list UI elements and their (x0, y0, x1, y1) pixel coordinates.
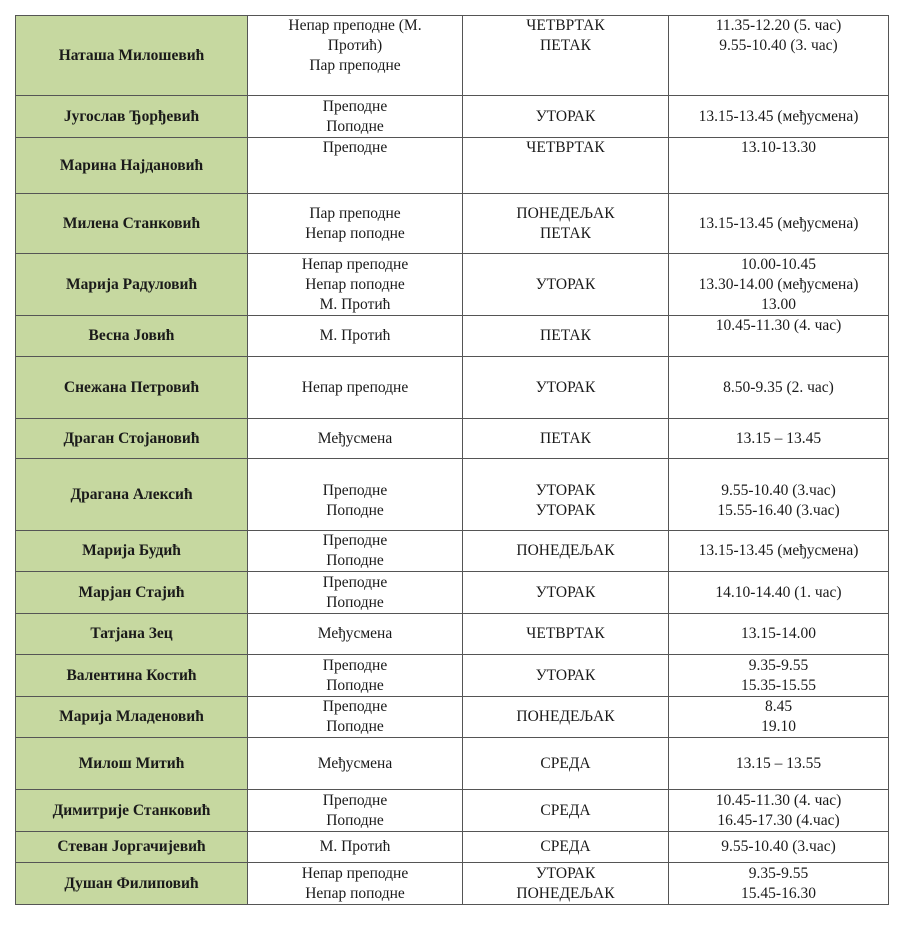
day-cell (463, 254, 669, 316)
teacher-name: Милена Станковић (16, 194, 248, 254)
day-line: УТОРАК (535, 501, 596, 519)
shift-line: Преподне (322, 791, 388, 809)
teacher-name: Драгана Алексић (16, 459, 248, 531)
shift-line: М. Протић (319, 327, 391, 344)
shift-cell (248, 863, 463, 905)
day-line: УТОРАК (535, 481, 596, 499)
table-row (16, 863, 889, 905)
time-line: 9.55-10.40 (3.час) (721, 838, 836, 855)
day-line: ПЕТАК (540, 429, 591, 447)
time-cell (669, 316, 889, 357)
shift-line: Непар преподне (301, 255, 409, 273)
shift-line: Поподне (326, 552, 384, 569)
day-line: ПЕТАК (540, 37, 591, 54)
teacher-name: Југослав Ђорђевић (16, 96, 248, 138)
time-line: 9.55-10.40 (3.час) (721, 481, 836, 499)
time-line: 13.30-14.00 (међусмена) (698, 275, 859, 293)
day-line: ПОНЕДЕЉАК (516, 542, 615, 559)
time-cell (669, 863, 889, 905)
day-cell (463, 194, 669, 254)
shift-line: Непар преподне (М. (288, 17, 422, 34)
shift-cell (248, 738, 463, 790)
time-cell (669, 655, 889, 697)
time-line: 13.15-14.00 (741, 625, 816, 642)
day-cell (463, 863, 669, 905)
table-row (16, 419, 889, 459)
table-row (16, 790, 889, 832)
day-line: ПЕТАК (540, 327, 591, 344)
time-cell (669, 194, 889, 254)
time-line: 13.10-13.30 (741, 139, 816, 156)
day-cell (463, 96, 669, 138)
shift-line: М. Протић (319, 295, 391, 313)
shift-line: Поподне (326, 501, 384, 519)
teacher-name: Снежана Петровић (16, 357, 248, 419)
time-line: 14.10-14.40 (1. час) (715, 583, 842, 601)
shift-line: Пар преподне (309, 204, 401, 222)
time-line: 13.15-13.45 (међусмена) (698, 214, 859, 232)
time-line: 9.35-9.55 (748, 864, 809, 882)
time-cell (669, 697, 889, 738)
teacher-name: Марјан Стајић (16, 572, 248, 614)
day-cell (463, 16, 669, 96)
shift-cell (248, 790, 463, 832)
shift-line: Протић) (327, 37, 383, 54)
table-row (16, 697, 889, 738)
shift-line: Поподне (326, 811, 384, 829)
day-line: ПЕТАК (540, 224, 591, 242)
day-line: ЧЕТВРТАК (526, 17, 605, 34)
day-line: УТОРАК (535, 275, 596, 293)
time-line: 13.15 – 13.45 (735, 429, 822, 447)
schedule-table (15, 15, 889, 905)
shift-line: Непар преподне (301, 864, 409, 882)
shift-cell (248, 96, 463, 138)
day-cell (463, 832, 669, 863)
teacher-name: Димитрије Станковић (16, 790, 248, 832)
time-line: 8.50-9.35 (2. час) (723, 378, 834, 396)
day-cell (463, 614, 669, 655)
table-row (16, 614, 889, 655)
time-line: 13.15-13.45 (међусмена) (698, 542, 859, 559)
table-row (16, 655, 889, 697)
time-line: 13.15 – 13.55 (735, 754, 822, 772)
time-line: 10.45-11.30 (4. час) (715, 791, 842, 809)
shift-line: Преподне (322, 139, 388, 156)
shift-line: Непар поподне (305, 224, 405, 242)
day-cell (463, 738, 669, 790)
shift-line: Пар преподне (309, 57, 401, 74)
day-line: ПОНЕДЕЉАК (516, 708, 615, 725)
shift-line: Непар поподне (305, 884, 405, 902)
teacher-name: Татјана Зец (16, 614, 248, 655)
shift-line: Преподне (322, 532, 388, 549)
shift-cell (248, 459, 463, 531)
shift-line: Преподне (322, 481, 388, 499)
day-cell (463, 459, 669, 531)
teacher-name: Драган Стојановић (16, 419, 248, 459)
day-cell (463, 572, 669, 614)
time-line: 11.35-12.20 (5. час) (715, 17, 842, 34)
shift-line: Преподне (322, 656, 388, 674)
table-row (16, 572, 889, 614)
shift-cell (248, 16, 463, 96)
time-line: 15.35-15.55 (741, 676, 816, 694)
day-line: УТОРАК (535, 107, 596, 125)
table-row (16, 254, 889, 316)
time-line: 9.35-9.55 (748, 656, 809, 674)
table-row (16, 96, 889, 138)
time-cell (669, 138, 889, 194)
day-line: СРЕДА (540, 801, 591, 819)
shift-cell (248, 254, 463, 316)
time-line: 8.45 (764, 698, 793, 715)
time-line: 15.55-16.40 (3.час) (717, 501, 840, 519)
shift-cell (248, 832, 463, 863)
time-cell (669, 357, 889, 419)
time-cell (669, 832, 889, 863)
shift-line: Преподне (322, 573, 388, 591)
teacher-name: Душан Филиповић (16, 863, 248, 905)
teacher-name: Марија Будић (16, 531, 248, 572)
teacher-name: Марија Радуловић (16, 254, 248, 316)
time-cell (669, 572, 889, 614)
table-row (16, 16, 889, 96)
time-line: 15.45-16.30 (741, 884, 816, 902)
day-cell (463, 790, 669, 832)
day-line: СРЕДА (540, 838, 591, 855)
shift-line: Поподне (326, 593, 384, 611)
day-cell (463, 531, 669, 572)
teacher-name: Марина Најдановић (16, 138, 248, 194)
day-line: УТОРАК (535, 583, 596, 601)
shift-line: М. Протић (319, 838, 391, 855)
table-row (16, 316, 889, 357)
teacher-name: Стеван Јоргачијевић (16, 832, 248, 863)
shift-line: Непар поподне (305, 275, 405, 293)
shift-cell (248, 316, 463, 357)
time-cell (669, 531, 889, 572)
shift-cell (248, 697, 463, 738)
time-line: 9.55-10.40 (3. час) (719, 37, 838, 54)
day-cell (463, 138, 669, 194)
table-row (16, 459, 889, 531)
day-line: УТОРАК (535, 378, 596, 396)
day-cell (463, 697, 669, 738)
shift-line: Преподне (322, 97, 388, 115)
day-line: СРЕДА (540, 754, 591, 772)
time-cell (669, 790, 889, 832)
day-cell (463, 357, 669, 419)
day-line: УТОРАК (535, 864, 596, 882)
day-line: ПОНЕДЕЉАК (516, 884, 615, 902)
shift-cell (248, 655, 463, 697)
teacher-name: Весна Јовић (16, 316, 248, 357)
time-line: 13.15-13.45 (међусмена) (698, 107, 859, 125)
shift-line: Поподне (326, 718, 384, 735)
time-cell (669, 16, 889, 96)
time-line: 10.45-11.30 (4. час) (715, 317, 842, 334)
shift-line: Међусмена (317, 625, 393, 642)
schedule-body (16, 16, 889, 905)
shift-line: Непар преподне (301, 378, 409, 396)
time-cell (669, 459, 889, 531)
day-line: ПОНЕДЕЉАК (516, 204, 615, 222)
shift-cell (248, 194, 463, 254)
day-line: ЧЕТВРТАК (526, 625, 605, 642)
shift-cell (248, 614, 463, 655)
table-row (16, 531, 889, 572)
shift-line: Преподне (322, 698, 388, 715)
shift-cell (248, 531, 463, 572)
day-line: ЧЕТВРТАК (526, 139, 605, 156)
shift-line: Поподне (326, 676, 384, 694)
time-cell (669, 254, 889, 316)
time-cell (669, 614, 889, 655)
shift-cell (248, 357, 463, 419)
shift-line: Међусмена (317, 754, 393, 772)
table-row (16, 357, 889, 419)
table-row (16, 832, 889, 863)
shift-line: Међусмена (317, 429, 393, 447)
table-row (16, 738, 889, 790)
day-cell (463, 655, 669, 697)
time-cell (669, 738, 889, 790)
day-cell (463, 419, 669, 459)
teacher-name: Валентина Костић (16, 655, 248, 697)
teacher-name: Наташа Милошевић (16, 16, 248, 96)
day-line: УТОРАК (535, 666, 596, 684)
shift-cell (248, 419, 463, 459)
time-line: 10.00-10.45 (741, 255, 816, 273)
time-line: 13.00 (761, 295, 796, 313)
teacher-name: Милош Митић (16, 738, 248, 790)
time-cell (669, 96, 889, 138)
shift-cell (248, 572, 463, 614)
day-cell (463, 316, 669, 357)
time-line: 19.10 (761, 718, 796, 735)
table-row (16, 138, 889, 194)
time-cell (669, 419, 889, 459)
time-line: 16.45-17.30 (4.час) (717, 811, 840, 829)
shift-cell (248, 138, 463, 194)
teacher-name: Марија Младеновић (16, 697, 248, 738)
shift-line: Поподне (326, 117, 384, 135)
table-row (16, 194, 889, 254)
